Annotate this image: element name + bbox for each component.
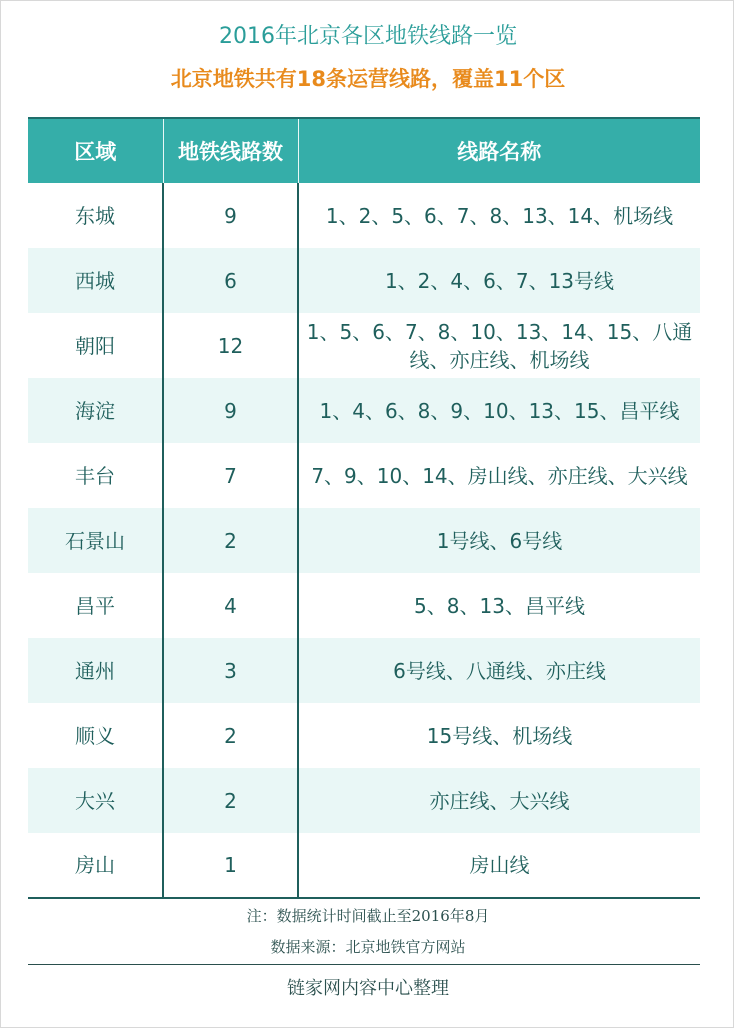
table-row — [28, 638, 700, 703]
table-row — [28, 833, 700, 898]
table-row — [28, 183, 700, 248]
line-names-cell: 1、2、5、6、7、8、13、14、机场线 — [325, 203, 674, 228]
district-cell: 通州 — [28, 638, 163, 703]
district-cell: 东城 — [28, 183, 163, 248]
header-line-names: 线路名称 — [298, 118, 700, 183]
subway-table — [28, 117, 700, 899]
table-row — [28, 573, 700, 638]
line-count-cell: 12 — [163, 313, 298, 378]
line-names-cell: 房山线 — [298, 833, 700, 898]
table-row — [28, 443, 700, 508]
line-count-cell: 9 — [163, 378, 298, 443]
data-source: 数据来源：北京地铁官方网站 — [270, 938, 466, 956]
district-cell: 大兴 — [28, 768, 163, 833]
district-cell: 丰台 — [28, 443, 163, 508]
line-names-cell: 5、8、13、昌平线 — [414, 593, 585, 618]
district-cell: 朝阳 — [28, 313, 163, 378]
table-body — [28, 183, 700, 898]
line-names-cell: 1、2、4、6、7、13号线 — [298, 248, 700, 313]
line-names-cell: 亦庄线、大兴线 — [298, 768, 700, 833]
line-count-cell: 2 — [163, 768, 298, 833]
divider — [28, 964, 700, 965]
footnote: 注：数据统计时间截止至2016年8月 — [246, 907, 490, 925]
header-line-count: 地铁线路数 — [163, 118, 298, 183]
line-count-cell: 2 — [163, 703, 298, 768]
table-row — [28, 508, 700, 573]
line-names-cell: 7、9、10、14、房山线、亦庄线、大兴线 — [311, 463, 688, 488]
district-cell: 石景山 — [28, 508, 163, 573]
district-cell: 海淀 — [28, 378, 163, 443]
line-count-cell: 2 — [163, 508, 298, 573]
line-names-cell: 1号线、6号线 — [298, 508, 700, 573]
header-district: 区域 — [28, 118, 163, 183]
line-names-cell: 15号线、机场线 — [426, 723, 573, 748]
line-count-cell: 9 — [163, 183, 298, 248]
district-cell: 西城 — [28, 248, 163, 313]
table-row — [28, 313, 700, 378]
line-names-cell: 6号线、八通线、亦庄线 — [298, 638, 700, 703]
credit-line: 链家网内容中心整理 — [287, 978, 449, 999]
page-title: 2016年北京各区地铁线路一览 — [219, 24, 517, 49]
line-count-cell: 4 — [163, 573, 298, 638]
line-count-cell: 3 — [163, 638, 298, 703]
line-count-cell: 6 — [163, 248, 298, 313]
table-header — [28, 118, 700, 183]
line-names-cell: 1、4、6、8、9、10、13、15、昌平线 — [298, 378, 700, 443]
district-cell: 顺义 — [28, 703, 163, 768]
table-row — [28, 378, 700, 443]
district-cell: 昌平 — [28, 573, 163, 638]
table-row — [28, 248, 700, 313]
table-row — [28, 768, 700, 833]
line-names-cell: 1、5、6、7、8、10、13、14、15、八通线、亦庄线、机场线 — [306, 319, 693, 372]
district-cell: 房山 — [28, 833, 163, 898]
line-count-cell: 1 — [163, 833, 298, 898]
table-row — [28, 703, 700, 768]
page-subtitle: 北京地铁共有18条运营线路，覆盖11个区 — [170, 67, 566, 91]
line-count-cell: 7 — [163, 443, 298, 508]
